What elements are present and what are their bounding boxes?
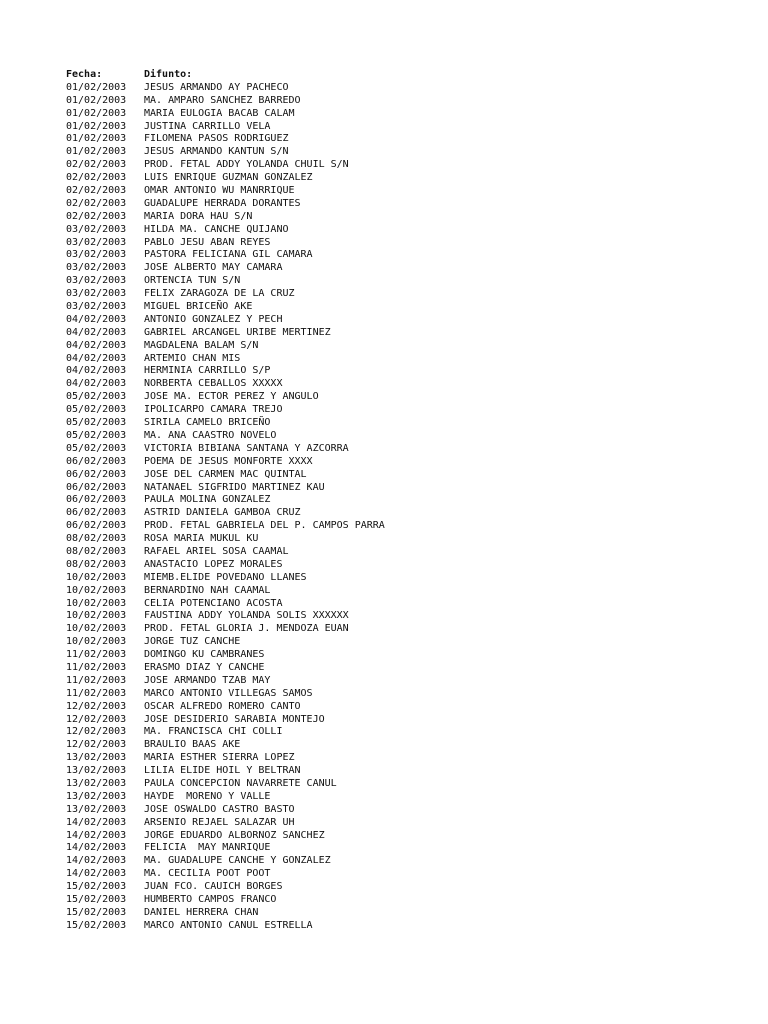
date-cell: 03/02/2003 (66, 223, 127, 235)
date-cell: 03/02/2003 (66, 249, 127, 261)
date-cell: 01/02/2003 (66, 146, 127, 158)
table-row (66, 314, 746, 327)
date-cell: 03/02/2003 (66, 275, 127, 287)
date-cell: 05/02/2003 (66, 404, 127, 416)
table-row (66, 198, 746, 211)
date-column-header: Fecha: (66, 69, 103, 80)
date-cell: 03/02/2003 (66, 262, 127, 274)
document-body (66, 69, 746, 933)
table-row (66, 146, 746, 159)
deceased-name-cell: IPOLICARPO CAMARA TREJO (144, 404, 283, 416)
deceased-name-cell: ARTEMIO CHAN MIS (144, 352, 241, 364)
date-cell: 03/02/2003 (66, 288, 127, 300)
deceased-name-cell: PABLO JESU ABAN REYES (144, 236, 271, 248)
date-cell: 12/02/2003 (66, 713, 127, 725)
date-cell: 10/02/2003 (66, 597, 127, 609)
table-row (66, 340, 746, 353)
deceased-name-cell: MARIA ESTHER SIERRA LOPEZ (144, 752, 295, 764)
deceased-name-cell: PAULA MOLINA GONZALEZ (144, 494, 271, 506)
date-cell: 04/02/2003 (66, 378, 127, 390)
deceased-name-cell: MA. AMPARO SANCHEZ BARREDO (144, 94, 301, 106)
date-cell: 06/02/2003 (66, 455, 127, 467)
deceased-name-cell: FILOMENA PASOS RODRIGUEZ (144, 133, 289, 145)
deceased-name-cell: JESUS ARMANDO AY PACHECO (144, 81, 289, 93)
date-cell: 04/02/2003 (66, 339, 127, 351)
table-row (66, 804, 746, 817)
deceased-name-cell: MIGUEL BRICEÑO AKE (144, 301, 253, 313)
table-row (66, 121, 746, 134)
date-cell: 14/02/2003 (66, 829, 127, 841)
table-row (66, 185, 746, 198)
deceased-name-cell: ROSA MARIA MUKUL KU (144, 533, 259, 545)
date-cell: 05/02/2003 (66, 442, 127, 454)
deceased-name-cell: ASTRID DANIELA GAMBOA CRUZ (144, 507, 301, 519)
table-row (66, 469, 746, 482)
table-row (66, 482, 746, 495)
table-row (66, 701, 746, 714)
deceased-name-cell: LILIA ELIDE HOIL Y BELTRAN (144, 765, 301, 777)
table-row (66, 868, 746, 881)
table-row (66, 456, 746, 469)
table-row (66, 353, 746, 366)
date-cell: 01/02/2003 (66, 81, 127, 93)
date-cell: 15/02/2003 (66, 906, 127, 918)
deceased-name-cell: CELIA POTENCIANO ACOSTA (144, 597, 283, 609)
table-row (66, 224, 746, 237)
date-cell: 05/02/2003 (66, 429, 127, 441)
date-cell: 13/02/2003 (66, 765, 127, 777)
date-cell: 11/02/2003 (66, 674, 127, 686)
date-cell: 06/02/2003 (66, 520, 127, 532)
table-header (66, 69, 746, 82)
deceased-name-cell: JORGE TUZ CANCHE (144, 636, 241, 648)
record-list (66, 82, 746, 933)
deceased-name-cell: BERNARDINO NAH CAAMAL (144, 584, 271, 596)
table-row (66, 211, 746, 224)
date-cell: 14/02/2003 (66, 842, 127, 854)
date-cell: 06/02/2003 (66, 507, 127, 519)
deceased-name-cell: FELIX ZARAGOZA DE LA CRUZ (144, 288, 295, 300)
table-row (66, 417, 746, 430)
table-row (66, 726, 746, 739)
deceased-name-cell: ORTENCIA TUN S/N (144, 275, 241, 287)
table-row (66, 842, 746, 855)
table-row (66, 649, 746, 662)
deceased-name-cell: HERMINIA CARRILLO S/P (144, 365, 271, 377)
date-cell: 12/02/2003 (66, 726, 127, 738)
deceased-name-cell: FELICIA MAY MANRIQUE (144, 842, 271, 854)
date-cell: 03/02/2003 (66, 301, 127, 313)
deceased-name-cell: ANASTACIO LOPEZ MORALES (144, 558, 283, 570)
date-cell: 06/02/2003 (66, 494, 127, 506)
date-cell: 04/02/2003 (66, 352, 127, 364)
date-cell: 11/02/2003 (66, 661, 127, 673)
deceased-name-cell: GUADALUPE HERRADA DORANTES (144, 197, 301, 209)
date-cell: 01/02/2003 (66, 94, 127, 106)
name-column-header: Difunto: (144, 69, 193, 80)
table-row (66, 82, 746, 95)
table-row (66, 585, 746, 598)
date-cell: 14/02/2003 (66, 855, 127, 867)
date-cell: 01/02/2003 (66, 107, 127, 119)
deceased-name-cell: MARCO ANTONIO VILLEGAS SAMOS (144, 687, 313, 699)
deceased-name-cell: GABRIEL ARCANGEL URIBE MERTINEZ (144, 326, 331, 338)
deceased-name-cell: PROD. FETAL GABRIELA DEL P. CAMPOS PARRA (144, 520, 385, 532)
date-cell: 13/02/2003 (66, 752, 127, 764)
table-row (66, 636, 746, 649)
date-cell: 02/02/2003 (66, 210, 127, 222)
table-row (66, 507, 746, 520)
table-row (66, 108, 746, 121)
table-row (66, 275, 746, 288)
table-row (66, 623, 746, 636)
deceased-name-cell: DOMINGO KU CAMBRANES (144, 649, 265, 661)
table-row (66, 288, 746, 301)
deceased-name-cell: JOSE DESIDERIO SARABIA MONTEJO (144, 713, 325, 725)
table-row (66, 520, 746, 533)
date-cell: 15/02/2003 (66, 919, 127, 931)
table-row (66, 855, 746, 868)
date-cell: 06/02/2003 (66, 481, 127, 493)
table-row (66, 327, 746, 340)
table-row (66, 159, 746, 172)
deceased-name-cell: PROD. FETAL ADDY YOLANDA CHUIL S/N (144, 159, 349, 171)
table-row (66, 817, 746, 830)
date-cell: 10/02/2003 (66, 636, 127, 648)
table-row (66, 533, 746, 546)
date-cell: 04/02/2003 (66, 326, 127, 338)
deceased-name-cell: JOSE ARMANDO TZAB MAY (144, 674, 271, 686)
table-row (66, 494, 746, 507)
date-cell: 10/02/2003 (66, 623, 127, 635)
deceased-name-cell: POEMA DE JESUS MONFORTE XXXX (144, 455, 313, 467)
date-cell: 15/02/2003 (66, 881, 127, 893)
table-row (66, 598, 746, 611)
date-cell: 14/02/2003 (66, 816, 127, 828)
date-cell: 14/02/2003 (66, 868, 127, 880)
deceased-name-cell: PROD. FETAL GLORIA J. MENDOZA EUAN (144, 623, 349, 635)
deceased-name-cell: MIEMB.ELIDE POVEDANO LLANES (144, 571, 307, 583)
table-row (66, 430, 746, 443)
table-row (66, 133, 746, 146)
deceased-name-cell: NORBERTA CEBALLOS XXXXX (144, 378, 283, 390)
deceased-name-cell: NATANAEL SIGFRIDO MARTINEZ KAU (144, 481, 325, 493)
table-row (66, 546, 746, 559)
deceased-name-cell: JOSE MA. ECTOR PEREZ Y ANGULO (144, 391, 319, 403)
date-cell: 05/02/2003 (66, 417, 127, 429)
deceased-name-cell: MARIA DORA HAU S/N (144, 210, 253, 222)
table-row (66, 262, 746, 275)
table-row (66, 688, 746, 701)
deceased-name-cell: HAYDE MORENO Y VALLE (144, 790, 271, 802)
table-row (66, 881, 746, 894)
deceased-name-cell: MAGDALENA BALAM S/N (144, 339, 259, 351)
deceased-name-cell: MA. ANA CAASTRO NOVELO (144, 429, 277, 441)
table-row (66, 920, 746, 933)
date-cell: 02/02/2003 (66, 197, 127, 209)
table-row (66, 443, 746, 456)
deceased-name-cell: PAULA CONCEPCION NAVARRETE CANUL (144, 777, 337, 789)
date-cell: 08/02/2003 (66, 533, 127, 545)
date-cell: 01/02/2003 (66, 120, 127, 132)
table-row (66, 830, 746, 843)
date-cell: 15/02/2003 (66, 894, 127, 905)
table-row (66, 365, 746, 378)
table-row (66, 752, 746, 765)
date-cell: 13/02/2003 (66, 790, 127, 802)
deceased-name-cell: MA. FRANCISCA CHI COLLI (144, 726, 283, 738)
deceased-name-cell: OMAR ANTONIO WU MANRRIQUE (144, 185, 295, 197)
date-cell: 02/02/2003 (66, 159, 127, 171)
date-cell: 08/02/2003 (66, 558, 127, 570)
table-row (66, 765, 746, 778)
deceased-name-cell: ARSENIO REJAEL SALAZAR UH (144, 816, 295, 828)
date-cell: 06/02/2003 (66, 468, 127, 480)
date-cell: 10/02/2003 (66, 610, 127, 622)
table-row (66, 391, 746, 404)
date-cell: 11/02/2003 (66, 687, 127, 699)
deceased-name-cell: BRAULIO BAAS AKE (144, 739, 241, 751)
table-row (66, 172, 746, 185)
deceased-name-cell: SIRILA CAMELO BRICEÑO (144, 417, 271, 429)
table-row (66, 404, 746, 417)
date-cell: 10/02/2003 (66, 571, 127, 583)
deceased-name-cell: HUMBERTO CAMPOS FRANCO (144, 894, 277, 905)
deceased-name-cell: ANTONIO GONZALEZ Y PECH (144, 313, 283, 325)
deceased-name-cell: JOSE DEL CARMEN MAC QUINTAL (144, 468, 307, 480)
date-cell: 13/02/2003 (66, 803, 127, 815)
deceased-name-cell: ERASMO DIAZ Y CANCHE (144, 661, 265, 673)
table-row (66, 675, 746, 688)
table-row (66, 610, 746, 623)
deceased-name-cell: MA. GUADALUPE CANCHE Y GONZALEZ (144, 855, 331, 867)
date-cell: 10/02/2003 (66, 584, 127, 596)
date-cell: 13/02/2003 (66, 777, 127, 789)
table-row (66, 95, 746, 108)
date-cell: 08/02/2003 (66, 545, 127, 557)
deceased-name-cell: RAFAEL ARIEL SOSA CAAMAL (144, 545, 289, 557)
deceased-name-cell: VICTORIA BIBIANA SANTANA Y AZCORRA (144, 442, 349, 454)
table-row (66, 778, 746, 791)
deceased-name-cell: JORGE EDUARDO ALBORNOZ SANCHEZ (144, 829, 325, 841)
table-row (66, 714, 746, 727)
table-row (66, 791, 746, 804)
date-cell: 01/02/2003 (66, 133, 127, 145)
table-row (66, 662, 746, 675)
date-cell: 04/02/2003 (66, 313, 127, 325)
date-cell: 12/02/2003 (66, 739, 127, 751)
date-cell: 02/02/2003 (66, 172, 127, 184)
deceased-name-cell: JESUS ARMANDO KANTUN S/N (144, 146, 289, 158)
date-cell: 02/02/2003 (66, 185, 127, 197)
date-cell: 05/02/2003 (66, 391, 127, 403)
table-row (66, 894, 746, 907)
deceased-name-cell: OSCAR ALFREDO ROMERO CANTO (144, 700, 301, 712)
table-row (66, 378, 746, 391)
table-row (66, 572, 746, 585)
date-cell: 04/02/2003 (66, 365, 127, 377)
table-row (66, 559, 746, 572)
deceased-name-cell: DANIEL HERRERA CHAN (144, 906, 259, 918)
table-row (66, 301, 746, 314)
deceased-name-cell: LUIS ENRIQUE GUZMAN GONZALEZ (144, 172, 313, 184)
date-cell: 03/02/2003 (66, 236, 127, 248)
deceased-name-cell: HILDA MA. CANCHE QUIJANO (144, 223, 289, 235)
deceased-name-cell: MARIA EULOGIA BACAB CALAM (144, 107, 295, 119)
deceased-name-cell: JOSE ALBERTO MAY CAMARA (144, 262, 283, 274)
date-cell: 12/02/2003 (66, 700, 127, 712)
deceased-name-cell: FAUSTINA ADDY YOLANDA SOLIS XXXXXX (144, 610, 349, 622)
deceased-name-cell: MARCO ANTONIO CANUL ESTRELLA (144, 919, 313, 931)
table-row (66, 249, 746, 262)
deceased-name-cell: MA. CECILIA POOT POOT (144, 868, 271, 880)
deceased-name-cell: JUAN FCO. CAUICH BORGES (144, 881, 283, 893)
date-cell: 11/02/2003 (66, 649, 127, 661)
deceased-name-cell: JUSTINA CARRILLO VELA (144, 120, 271, 132)
table-row (66, 237, 746, 250)
table-row (66, 739, 746, 752)
table-row (66, 907, 746, 920)
deceased-name-cell: JOSE OSWALDO CASTRO BASTO (144, 803, 295, 815)
deceased-name-cell: PASTORA FELICIANA GIL CAMARA (144, 249, 313, 261)
